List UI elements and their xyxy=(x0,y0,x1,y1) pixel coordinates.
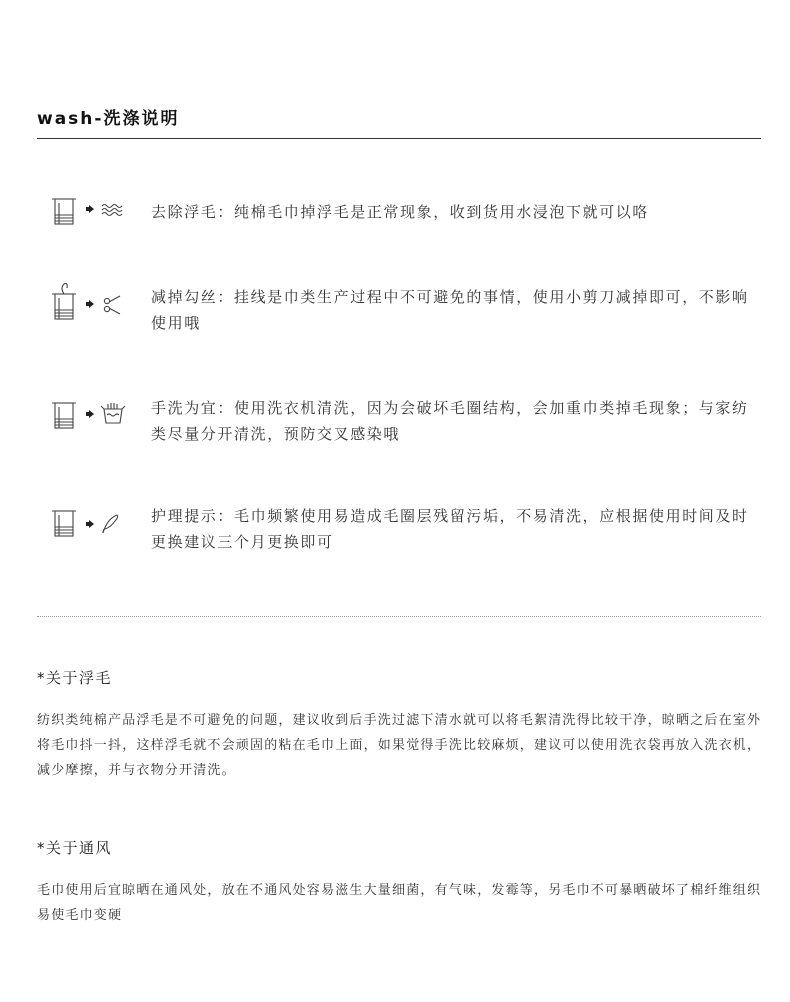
section-divider xyxy=(37,616,761,617)
arrow-right-icon xyxy=(86,300,94,308)
instruction-icon-group xyxy=(50,397,132,433)
title-divider xyxy=(37,138,761,139)
note-body-lint: 纺织类纯棉产品浮毛是不可避免的问题，建议收到后手洗过滤下清水就可以将毛絮清洗得比较干净，晾晒之后在室外将毛巾抖一抖，这样浮毛就不会顽固的粘在毛巾上面，如果觉得手洗比较麻烦，建议可以使用洗衣袋再放入洗衣机，减少摩擦，并与衣物分开清洗。 xyxy=(37,713,762,778)
hand-wash-icon xyxy=(101,403,125,423)
note-title-ventilation: *关于通风 xyxy=(37,839,113,857)
arrow-right-icon xyxy=(86,205,94,213)
instruction-icon-group xyxy=(50,507,132,543)
arrow-right-icon xyxy=(86,520,94,528)
instruction-icon-group xyxy=(50,282,132,318)
arrow-right-icon xyxy=(86,410,94,418)
instruction-text: 护理提示：毛巾频繁使用易造成毛圈层残留污垢，不易清洗，应根据使用时间及时更换建议三个月更换即可 xyxy=(151,507,749,551)
water-waves-icon xyxy=(102,205,122,216)
note-title-lint: *关于浮毛 xyxy=(37,669,113,687)
instruction-icon-group xyxy=(50,195,132,231)
instruction-text: 手洗为宜：使用洗衣机清洗，因为会破坏毛圈结构，会加重巾类掉毛现象；与家纺类尽量分开清洗，预防交叉感染哦 xyxy=(151,399,749,443)
towel-icon xyxy=(52,403,76,428)
note-body-ventilation: 毛巾使用后宜晾晒在通风处，放在不通风处容易滋生大量细菌，有气味，发霉等，另毛巾不可暴晒破坏了棉纤维组织易使毛巾变硬 xyxy=(37,883,762,923)
loop-thread-icon xyxy=(103,515,118,533)
towel-icon xyxy=(52,511,76,536)
towel-icon xyxy=(52,199,76,224)
page-title: wash-洗涤说明 xyxy=(37,109,180,129)
scissors-icon xyxy=(104,296,120,314)
towel-with-thread-icon xyxy=(52,284,76,320)
instruction-text: 减掉勾丝：挂线是巾类生产过程中不可避免的事情，使用小剪刀减掉即可，不影响使用哦 xyxy=(151,288,749,332)
instruction-text: 去除浮毛：纯棉毛巾掉浮毛是正常现象，收到货用水浸泡下就可以咯 xyxy=(151,203,650,221)
